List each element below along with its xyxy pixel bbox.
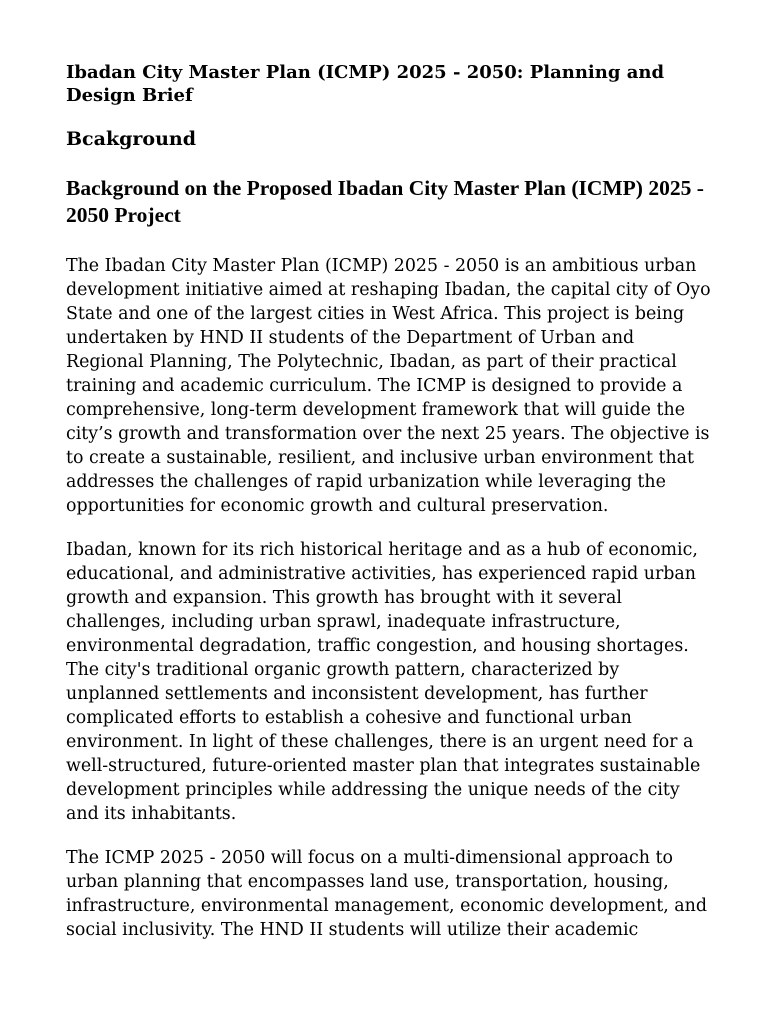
body-paragraph-1: The Ibadan City Master Plan (ICMP) 2025 - 2050 is an ambitious urban development initiative aimed at reshaping Ibadan, the capital city of Oyo State and one of the largest cities in West Africa. This project is being undertaken by HND II students of the Department of Urban and Regional Planning, The Polytechnic, Ibadan, as part of their practical training and academic curriculum. The ICMP is designed to provide a comprehensive, long-term development framework that will guide the city’s growth and transformation over the next 25 years. The objective is to create a sustainable, resilient, and inclusive urban environment that addresses the challenges of rapid urbanization while leveraging the opportunities for economic growth and cultural preservation. <box>66 256 711 516</box>
sub-heading: Background on the Proposed Ibadan City Master Plan (ICMP) 2025 - 2050 Project <box>66 176 704 227</box>
section-heading: Bcakground <box>66 128 196 150</box>
body-paragraph-2: Ibadan, known for its rich historical heritage and as a hub of economic, educational, and administrative activities, has experienced rapid urban growth and expansion. This growth has brought with it several challenges, including urban sprawl, inadequate infrastructure, environmental degradation, traffic congestion, and housing shortages. The city's traditional organic growth pattern, characterized by unplanned settlements and inconsistent development, has further complicated efforts to establish a cohesive and functional urban environment. In light of these challenges, there is an urgent need for a well-structured, future-oriented master plan that integrates sustainable development principles while addressing the unique needs of the city and its inhabitants. <box>66 540 701 824</box>
body-paragraph-3: The ICMP 2025 - 2050 will focus on a multi-dimensional approach to urban planning that encompasses land use, transportation, housing, infrastructure, environmental management, economic development, and social inclusivity. The HND II students will utilize their academic <box>66 848 707 940</box>
document-title: Ibadan City Master Plan (ICMP) 2025 - 2050: Planning and Design Brief <box>66 62 665 106</box>
